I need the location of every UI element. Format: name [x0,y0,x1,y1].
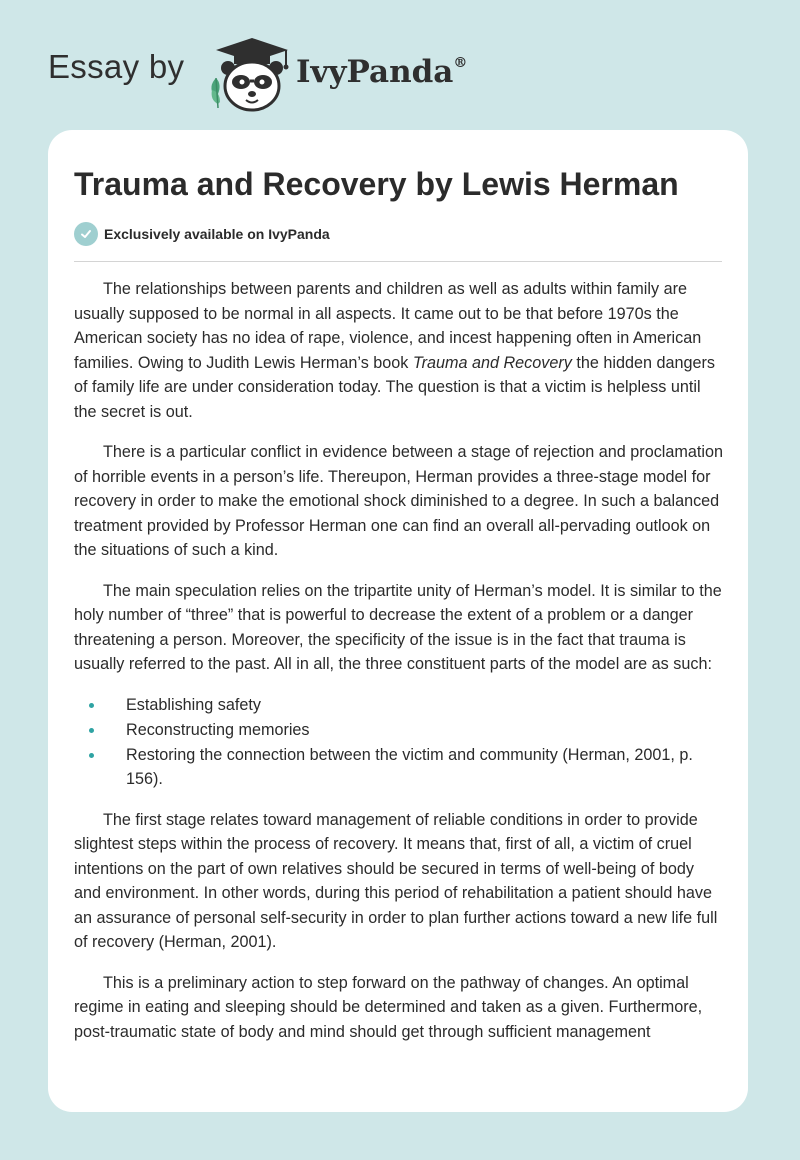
divider [74,261,722,262]
essay-card [48,130,748,1112]
list-item: Reconstructing memories [126,718,724,743]
brand-name [296,54,467,90]
paragraph-1-text-end: the hidden dangers of family life are under consideration today. The question is that a victim is helpless until the secret is out. [74,353,715,421]
paragraph-5: This is a preliminary action to step forward on the pathway of changes. An optimal regime in eating and sleeping should be determined and taken as a given. Furthermore, post-traumatic state of body and mind should get through sufficient management [74,973,703,1041]
paragraph-4: The first stage relates toward management of reliable conditions in order to provide slightest steps within the process of recovery. It means that, first of all, a victim of cruel intentions on the part of own relatives should be secured in terms of well-being of body and environment. In other words, during this period of rehabilitation a patient should have an assurance of personal self-security in order to plan further actions toward a new life full of recovery (Herman, 2001). [74,810,718,951]
paragraph-1 [74,277,724,424]
brand-prefix: Essay by [48,48,185,85]
paragraph-3: The main speculation relies on the tripartite unity of Herman’s model. It is similar to the holy number of “three” that is powerful to decrease the extent of a problem or a danger threatening a person. Moreover, the specificity of the issue is in the fact that trauma is usually referred to the past. All in all, the three constituent parts of the model are as such: [74,581,722,673]
paragraph-1-text: The relationships between parents and children as well as adults within family are usually supposed to be normal in all aspects. It came out to be that before 1970s the American society has no idea of rape, violence, and incest happening often in American families. Owing to Judith Lewis Herman’s book [74,280,702,372]
check-icon [74,222,98,246]
panda-mascot-icon [200,34,296,114]
page-title: Trauma and Recovery by Lewis Herman [74,166,679,202]
badge-label: Exclusively available on IvyPanda [104,226,330,242]
book-title: Trauma and Recovery [412,353,572,372]
list-item: Establishing safety [126,693,724,718]
list-item: Restoring the connection between the victim and community (Herman, 2001, p. 156). [126,743,724,792]
brand-name-text: IvyPanda [296,54,454,90]
exclusive-badge [74,222,330,246]
ivy-leaf-icon [211,78,220,108]
brand-header[interactable] [48,34,488,110]
stages-list [74,693,724,792]
essay-body [74,277,724,1060]
registered-mark: ® [453,54,468,71]
paragraph-2: There is a particular conflict in evidence between a stage of rejection and proclamation of horrible events in a person’s life. Thereupon, Herman provides a three-stage model for recovery in order to make the emotional shock diminished to a degree. In such a balanced treatment provided by Professor Herman one can find an overall all-pervading outlook on the situations of such a kind. [74,443,723,559]
